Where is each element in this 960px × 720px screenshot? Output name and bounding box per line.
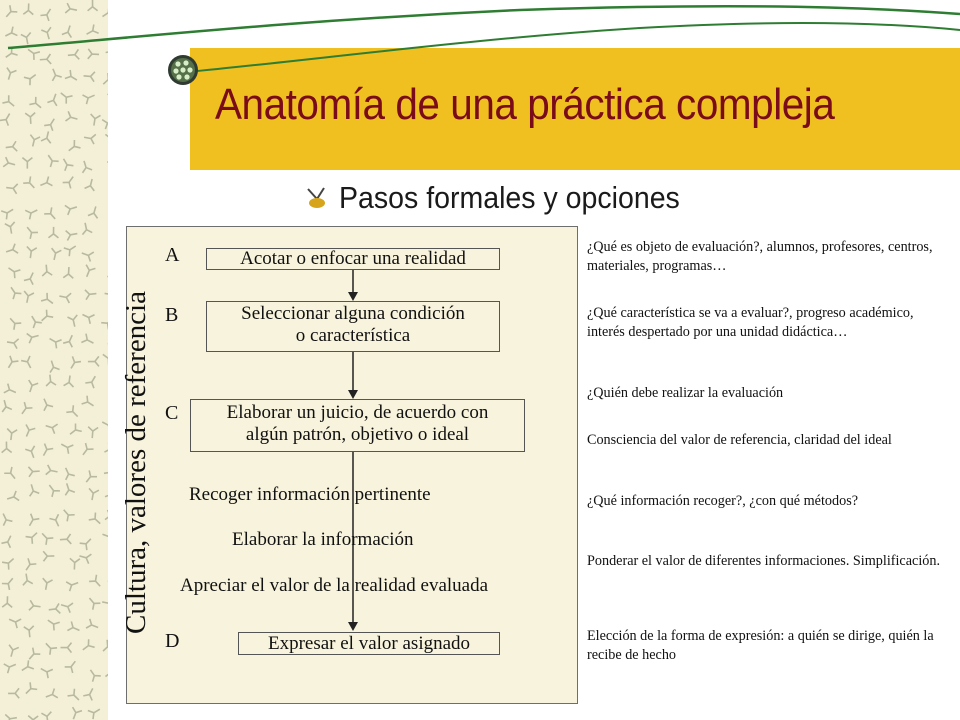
pattern-glyph [0,511,12,525]
pattern-glyph [84,25,98,39]
pattern-glyph [38,177,52,190]
pattern-glyph [24,71,39,86]
pattern-glyph [3,47,18,61]
pattern-glyph [7,615,21,629]
pattern-glyph [38,530,53,545]
pattern-glyph [2,95,17,110]
pattern-glyph [23,3,33,14]
pattern-glyph [89,575,104,590]
pattern-glyph [83,132,96,144]
pattern-glyph [28,313,42,328]
pattern-glyph [41,293,56,308]
pattern-glyph [104,443,108,457]
pattern-glyph [58,291,71,303]
pattern-glyph [79,443,94,458]
pattern-glyph [65,202,78,215]
pattern-glyph [25,45,40,60]
step-c-box [190,399,525,452]
step-c-line1: Elaborar un juicio, de acuerdo con [226,402,489,423]
pattern-glyph [60,643,71,653]
pattern-glyph [21,356,35,370]
step-a-box [206,248,500,270]
pattern-glyph [4,384,18,398]
pattern-glyph [63,267,74,279]
pattern-glyph [7,284,21,299]
pattern-glyph [102,666,108,681]
pattern-glyph [19,660,34,674]
substep-process: Elaborar la información [232,529,414,550]
side-label [112,262,160,662]
subtitle: Pasos formales y opciones [339,180,680,215]
note-object: ¿Qué es objeto de evaluación?, alumnos, profesores, centros, materiales, programas… [587,239,933,274]
pattern-glyph [8,688,19,698]
pattern-glyph [82,470,97,485]
pattern-glyph [42,640,57,655]
pattern-glyph [58,89,73,104]
note-consciousness: Consciencia del valor de referencia, claridad del ideal [587,432,892,448]
pattern-glyph [80,248,94,261]
pattern-glyph [6,183,18,194]
pattern-glyph [45,616,60,630]
pattern-glyph [5,222,17,235]
pattern-glyph [29,97,44,112]
pattern-glyph [24,626,35,638]
pattern-glyph [80,639,95,654]
pattern-glyph [85,178,97,191]
step-b-box [206,301,500,352]
pattern-glyph [67,356,81,371]
pattern-glyph [63,333,77,347]
pattern-glyph [102,130,108,145]
step-a-text: Acotar o enfocar una realidad [240,248,466,269]
note-who: ¿Quién debe realizar la evaluación [587,385,784,401]
pattern-glyph [4,660,18,673]
pattern-glyph [40,6,54,21]
pattern-glyph [41,27,54,40]
pattern-glyph [60,506,75,521]
pattern-glyph [67,621,81,635]
step-letter-a: A [165,244,180,266]
pattern-glyph [69,707,82,720]
pattern-glyph [22,682,37,697]
pattern-glyph [6,315,21,330]
pattern-glyph [81,334,95,348]
pattern-glyph [107,179,108,193]
pattern-glyph [65,3,78,15]
pattern-glyph [67,49,79,60]
pattern-glyph [0,399,12,412]
pattern-glyph [6,491,19,504]
pattern-glyph [85,289,97,300]
pattern-glyph [83,686,97,700]
pattern-glyph [3,27,17,41]
pattern-glyph [62,24,75,38]
pattern-glyph [67,315,79,328]
swoosh-line [8,6,960,48]
pattern-glyph [62,482,75,496]
pattern-glyph [28,466,40,477]
pattern-glyph [82,396,97,410]
pattern-glyph [28,716,38,720]
pattern-glyph [25,446,38,460]
pattern-glyph [1,205,16,219]
pattern-glyph [82,265,95,279]
pattern-glyph [2,575,17,590]
subtitle-row [305,178,709,218]
pattern-glyph [22,425,35,439]
pattern-glyph [102,531,108,545]
pattern-glyph [1,533,15,547]
step-d-text: Expresar el valor asignado [267,633,471,654]
pattern-glyph [24,270,38,284]
pattern-glyph [43,551,54,561]
step-letter-d: D [165,630,180,652]
pattern-glyph [100,6,108,20]
note-information: ¿Qué información recoger?, ¿con qué métodos? [587,493,859,509]
pattern-glyph [4,68,17,81]
pattern-glyph [65,111,78,124]
pattern-glyph [44,421,58,434]
pattern-glyph [22,558,36,573]
pattern-glyph [41,130,53,143]
pattern-glyph [5,141,17,152]
pattern-glyph [80,310,94,324]
leaf-bullet-icon [305,185,329,211]
pattern-glyph [25,380,38,394]
pattern-glyph [59,440,73,454]
pattern-glyph [1,441,11,452]
pattern-glyph [86,619,100,632]
pattern-glyph [26,483,39,496]
page-title: Anatomía de una práctica compleja [215,80,835,129]
pattern-glyph [0,111,14,126]
pattern-glyph [39,397,53,411]
pattern-glyph [25,113,36,125]
pattern-glyph [87,427,98,439]
pattern-glyph [107,91,108,104]
pattern-glyph [105,510,108,522]
pattern-glyph [88,205,101,218]
pattern-glyph [41,712,52,720]
step-b-line2: o característica [295,325,411,346]
pattern-glyph [107,158,108,172]
pattern-glyph [107,245,108,260]
step-letter-b: B [165,304,179,326]
decorative-pattern-strip [0,0,108,720]
pattern-glyph [66,140,81,155]
pattern-glyph [103,467,108,479]
pattern-glyph [22,291,34,304]
pattern-glyph [26,529,41,544]
pattern-glyph [66,405,81,420]
pattern-glyph [48,227,58,238]
pattern-glyph [65,658,80,673]
pattern-glyph [3,5,18,20]
pattern-glyph [107,226,108,240]
pattern-glyph [66,578,80,591]
pattern-glyph [22,158,32,169]
pattern-glyph [67,424,82,439]
step-c-line2: algún patrón, objetivo o ideal [245,424,470,445]
side-label-text: Cultura, valores de referencia [119,290,152,634]
pattern-glyph [61,466,75,480]
pattern-glyph [89,513,104,528]
pattern-glyph [48,67,61,81]
note-expression: Elección de la forma de expresión: a quién se dirige, quién la recibe de hecho [587,628,934,663]
pattern-glyph [6,264,21,278]
pattern-glyph [6,429,17,441]
decorative-pattern [0,0,108,720]
pattern-glyph [69,558,80,569]
pattern-glyph [49,514,63,528]
pattern-glyph [25,206,39,220]
pattern-glyph [4,356,18,371]
pattern-glyph [79,159,92,172]
pattern-glyph [49,248,61,261]
pattern-glyph [85,374,99,389]
pattern-glyph [105,379,108,394]
pattern-glyph [105,46,108,58]
pattern-glyph [107,581,108,593]
pattern-glyph [4,467,19,482]
pattern-glyph [105,286,108,301]
pattern-glyph [105,486,108,500]
pattern-glyph [23,224,38,239]
pattern-glyph [64,375,75,387]
pattern-glyph [44,207,59,222]
pattern-glyph [47,334,62,348]
pattern-glyph [6,645,19,658]
pattern-glyph [25,514,39,529]
pattern-glyph [64,242,79,256]
step-letter-c: C [165,402,179,424]
pattern-glyph [3,157,16,169]
step-d-box [238,632,500,655]
pattern-glyph [25,648,40,663]
pattern-glyph [65,70,80,84]
pattern-glyph [89,114,101,126]
note-weigh: Ponderar el valor de diferentes informaciones. Simplificación. [587,553,940,569]
pattern-glyph [60,534,72,545]
pattern-glyph [29,600,41,611]
pattern-glyph [47,359,60,373]
pattern-glyph [80,222,92,235]
pattern-glyph [47,92,60,106]
pattern-glyph [102,639,108,651]
pattern-glyph [2,555,17,570]
pattern-glyph [100,73,108,88]
pattern-glyph [44,688,58,701]
pattern-glyph [5,713,17,720]
pattern-glyph [18,402,33,417]
pattern-glyph [88,49,100,60]
substep-appraise: Apreciar el valor de la realidad evaluada [180,575,489,596]
pattern-glyph [38,664,52,678]
pattern-glyph [83,71,95,82]
pattern-glyph [63,174,78,189]
pattern-glyph [87,488,99,501]
pattern-glyph [66,229,79,241]
pattern-glyph [39,54,51,65]
pattern-glyph [23,176,38,191]
pattern-glyph [100,350,108,365]
pattern-glyph [5,244,19,257]
pattern-glyph [88,356,99,366]
pattern-glyph [88,0,98,11]
pattern-glyph [45,482,60,497]
pattern-glyph [107,266,108,280]
pattern-glyph [2,596,12,607]
pattern-glyph [41,264,52,276]
pattern-glyph [80,535,95,550]
note-characteristic: ¿Qué característica se va a evaluar?, progreso académico, interés despertado por una unidad didáctica… [587,305,914,340]
pattern-glyph [25,247,36,259]
pattern-glyph [86,595,101,610]
pattern-glyph [60,600,73,613]
pattern-glyph [6,337,18,349]
pattern-glyph [88,705,103,719]
pattern-glyph [48,603,60,614]
pattern-glyph [59,156,73,171]
pattern-glyph [41,578,53,591]
pattern-glyph [107,705,108,717]
pattern-glyph [46,465,59,477]
substep-collect: Recoger información pertinente [189,484,431,505]
pattern-glyph [86,667,100,682]
pattern-glyph [44,116,58,131]
pattern-glyph [78,551,91,564]
pattern-glyph [45,374,56,386]
pattern-glyph [21,573,33,585]
pattern-glyph [39,444,53,458]
pattern-glyph [101,315,108,330]
pattern-glyph [102,116,108,129]
step-b-line1: Seleccionar alguna condición [241,303,465,324]
pattern-glyph [21,33,33,46]
pattern-glyph [102,597,108,611]
pattern-glyph [68,689,83,704]
pattern-glyph [83,91,97,105]
pattern-glyph [100,418,108,432]
pattern-glyph [28,135,40,148]
pattern-glyph [27,331,40,343]
pattern-glyph [44,152,58,167]
